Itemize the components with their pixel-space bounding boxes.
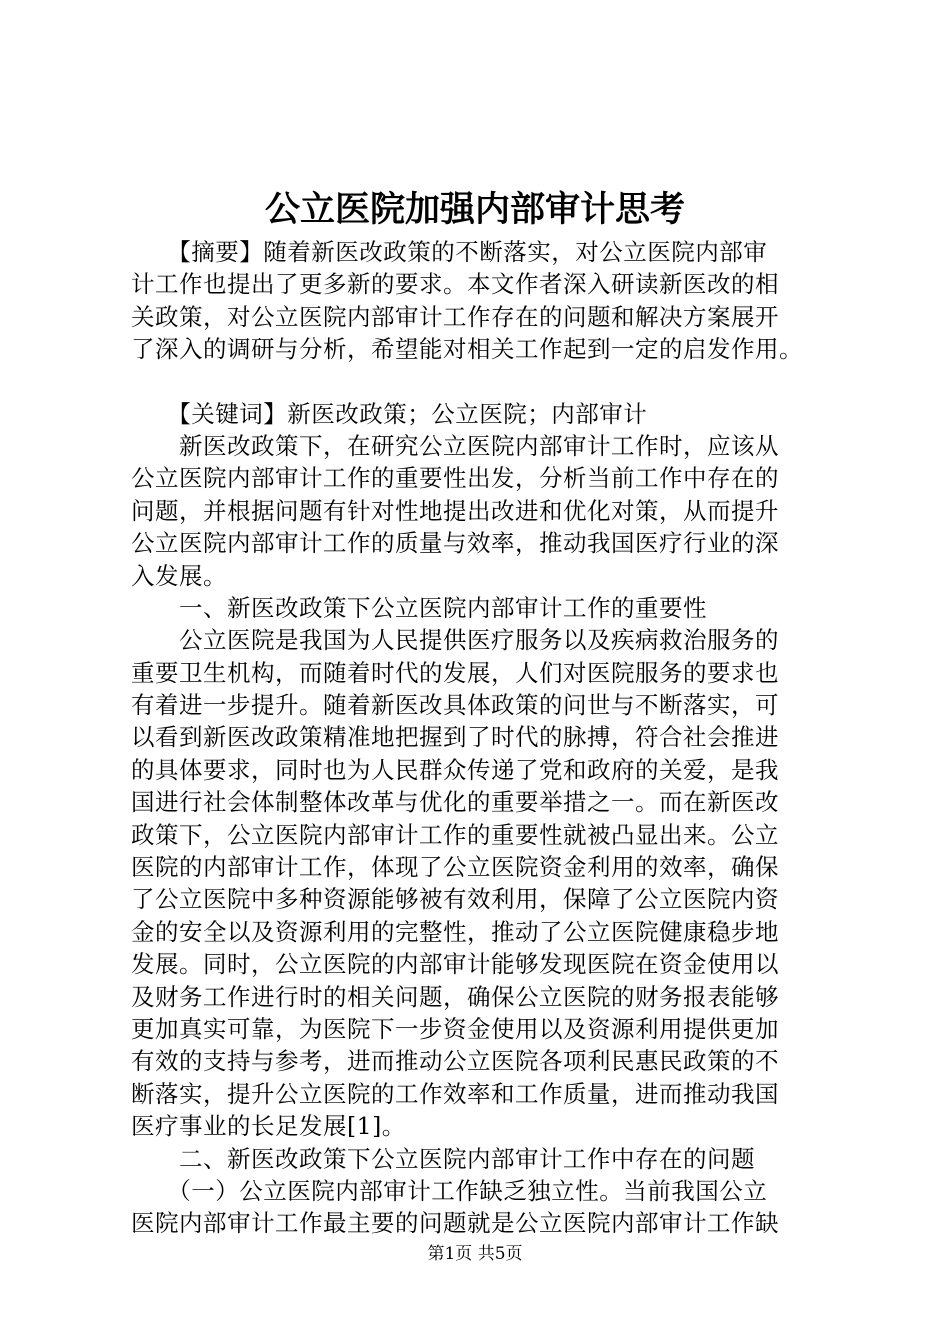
text-line: （一）公立医院内部审计工作缺乏独立性。当前我国公立	[131, 1176, 768, 1205]
text-line: 有着进一步提升。随着新医改具体政策的问世与不断落实，可	[131, 691, 779, 720]
document-title: 公立医院加强内部审计思考	[264, 189, 685, 230]
text-line: 断落实，提升公立医院的工作效率和工作质量，进而推动我国	[131, 1079, 779, 1108]
text-line: 医疗事业的长足发展[1]。	[131, 1112, 406, 1141]
paragraph-gap	[131, 366, 831, 398]
text-line: 公立医院内部审计工作的重要性出发，分析当前工作中存在的	[131, 464, 779, 493]
text-line: 入发展。	[131, 561, 227, 590]
text-line: 金的安全以及资源利用的完整性，推动了公立医院健康稳步地	[131, 917, 779, 946]
text-line: 新医改政策下，在研究公立医院内部审计工作时，应该从	[131, 431, 779, 460]
page-footer: 第1页 共5页	[427, 1244, 523, 1264]
text-line: 医院内部审计工作最主要的问题就是公立医院内部审计工作缺	[131, 1209, 779, 1238]
text-line: 的具体要求，同时也为人民群众传递了党和政府的关爱，是我	[131, 755, 779, 784]
document-body	[131, 236, 831, 1240]
text-line: 公立医院是我国为人民提供医疗服务以及疾病救治服务的	[131, 626, 779, 655]
text-line: 关政策，对公立医院内部审计工作存在的问题和解决方案展开	[131, 302, 779, 331]
text-line: 医院的内部审计工作，体现了公立医院资金利用的效率，确保	[131, 853, 779, 882]
text-line: 公立医院内部审计工作的质量与效率，推动我国医疗行业的深	[131, 529, 779, 558]
text-line: 问题，并根据问题有针对性地提出改进和优化对策，从而提升	[131, 496, 779, 525]
text-line: 计工作也提出了更多新的要求。本文作者深入研读新医改的相	[131, 270, 779, 299]
text-line: 以看到新医改政策精准地把握到了时代的脉搏，符合社会推进	[131, 723, 779, 752]
text-line: 发展。同时，公立医院的内部审计能够发现医院在资金使用以	[131, 950, 779, 979]
text-line: 【摘要】随着新医改政策的不断落实，对公立医院内部审	[131, 238, 768, 266]
text-line: 二、新医改政策下公立医院内部审计工作中存在的问题	[131, 1144, 755, 1173]
text-line: 更加真实可靠，为医院下一步资金使用以及资源利用提供更加	[131, 1014, 779, 1043]
text-line: 及财务工作进行时的相关问题，确保公立医院的财务报表能够	[131, 982, 779, 1011]
text-line: 【关键词】新医改政策；公立医院；内部审计	[131, 399, 648, 428]
text-line: 了公立医院中多种资源能够被有效利用，保障了公立医院内资	[131, 885, 779, 914]
text-line: 政策下，公立医院内部审计工作的重要性就被凸显出来。公立	[131, 820, 779, 849]
text-line: 国进行社会体制整体改革与优化的重要举措之一。而在新医改	[131, 788, 779, 817]
text-line: 有效的支持与参考，进而推动公立医院各项利民惠民政策的不	[131, 1047, 779, 1076]
text-line: 一、新医改政策下公立医院内部审计工作的重要性	[131, 593, 707, 622]
text-line: 了深入的调研与分析，希望能对相关工作起到一定的启发作用。	[131, 335, 803, 364]
text-line: 重要卫生机构，而随着时代的发展，人们对医院服务的要求也	[131, 658, 779, 687]
